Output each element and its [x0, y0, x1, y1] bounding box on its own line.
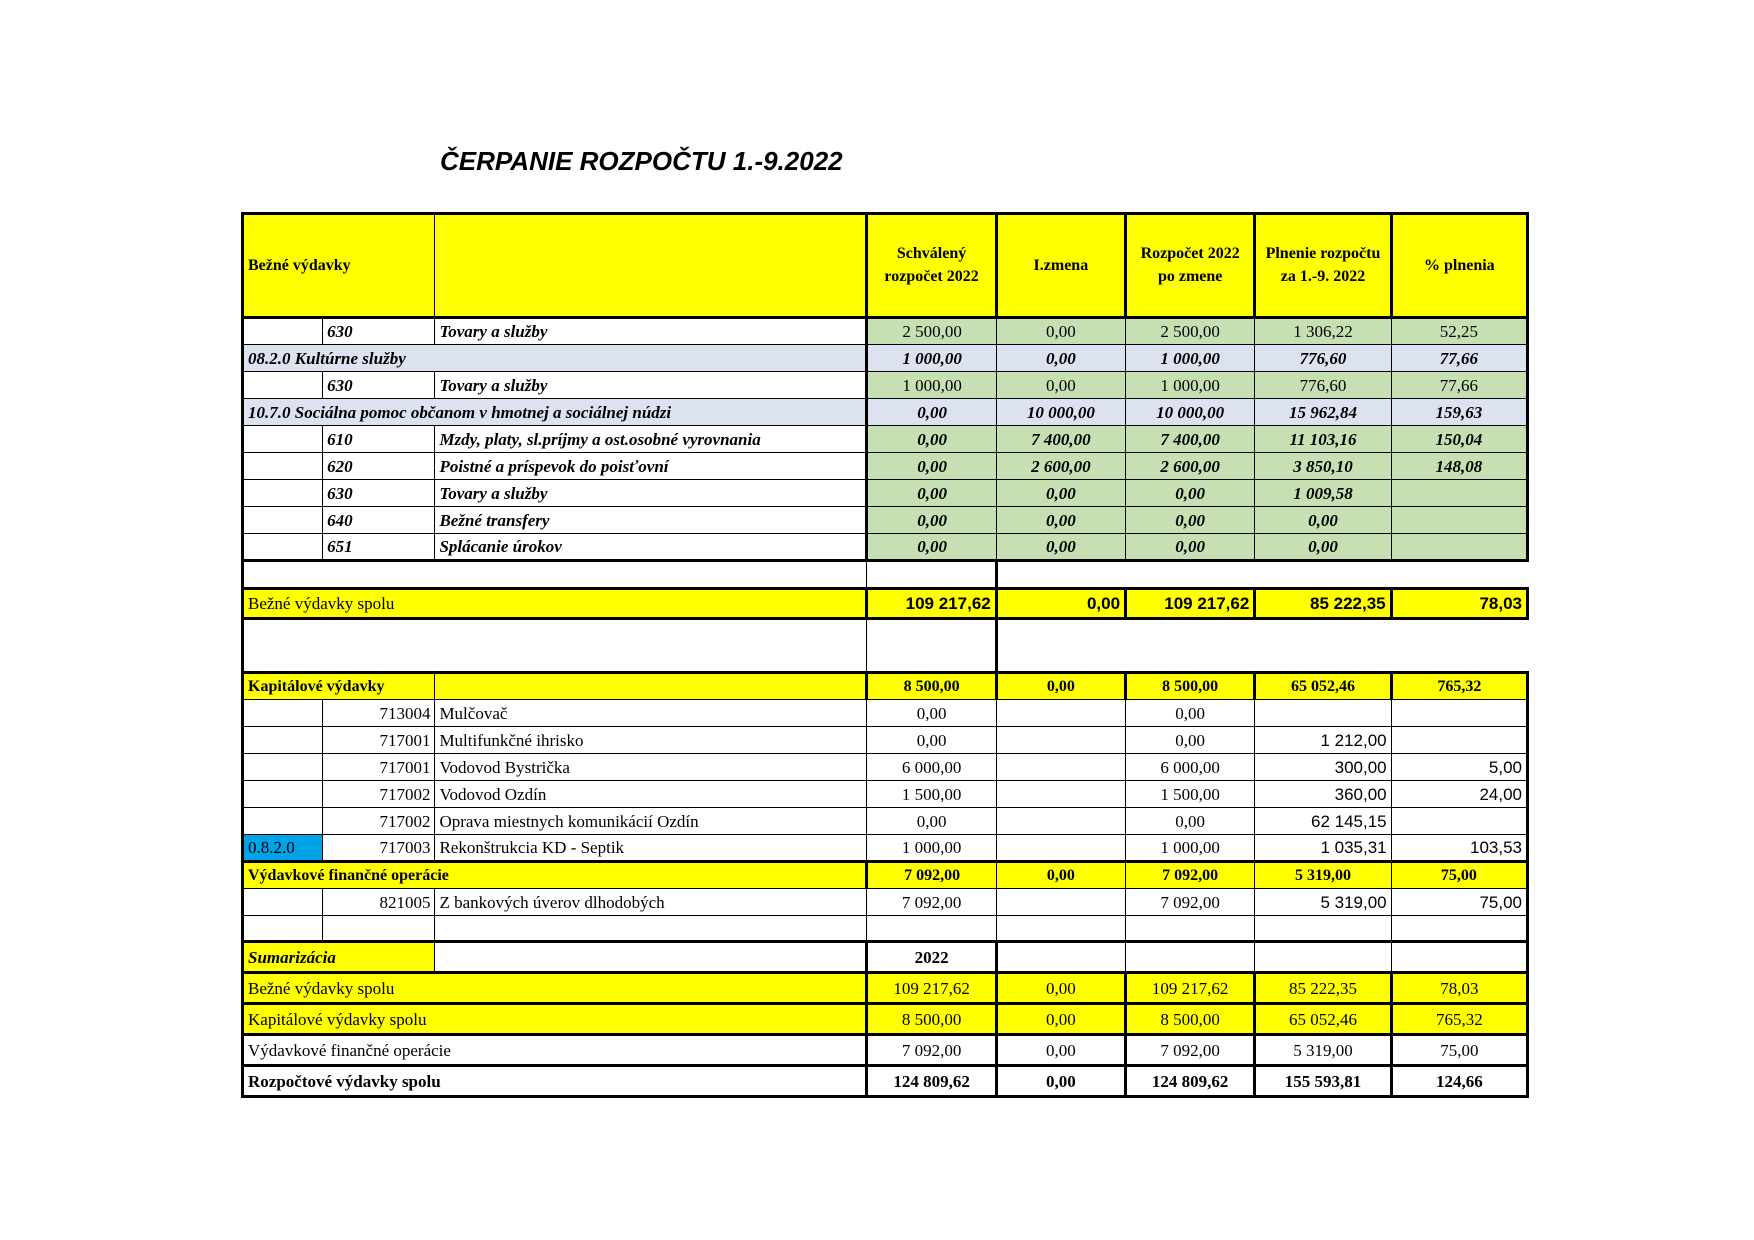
row-name: Tovary a služby [435, 372, 867, 399]
capital-header-row [243, 673, 1528, 700]
row-value: 5 319,00 [1255, 889, 1391, 916]
row-value: 0,00 [996, 372, 1125, 399]
table-row [243, 372, 1528, 399]
row-code: 630 [323, 372, 435, 399]
row-code: 717002 [323, 808, 435, 835]
group-value: 1 000,00 [867, 345, 996, 372]
table-row [243, 781, 1528, 808]
row-value: 0,00 [867, 480, 996, 507]
table-row [243, 426, 1528, 453]
row-value: 0,00 [1126, 534, 1255, 561]
summary-value: 765,32 [1391, 1004, 1527, 1035]
row-name: Poistné a príspevok do poisťovní [435, 453, 867, 480]
row-value: 7 400,00 [996, 426, 1125, 453]
group-value: 77,66 [1391, 345, 1527, 372]
group-value: 10 000,00 [1126, 399, 1255, 426]
summary-value: 124 809,62 [1126, 1066, 1255, 1097]
header-first-change: I.zmena [996, 214, 1125, 318]
row-code: 717002 [323, 781, 435, 808]
row-func [243, 781, 323, 808]
row-code: 630 [323, 480, 435, 507]
group-row [243, 345, 1528, 372]
total-value: 0,00 [996, 589, 1125, 619]
summary-value: 8 500,00 [1126, 1004, 1255, 1035]
budget-table [241, 212, 1529, 1098]
row-func [243, 700, 323, 727]
group-value: 0,00 [867, 399, 996, 426]
row-value: 150,04 [1391, 426, 1527, 453]
spacer-row [243, 561, 1528, 589]
row-value [1391, 808, 1527, 835]
row-value: 0,00 [1255, 507, 1391, 534]
row-value: 1 009,58 [1255, 480, 1391, 507]
row-value: 6 000,00 [867, 754, 996, 781]
financial-label: Výdavkové finančné operácie [243, 862, 867, 889]
summary-value: 124,66 [1391, 1066, 1527, 1097]
group-value: 776,60 [1255, 345, 1391, 372]
financial-value: 75,00 [1391, 862, 1527, 889]
row-value: 0,00 [996, 534, 1125, 561]
header-approved-budget: Schválený rozpočet 2022 [867, 214, 996, 318]
table-row [243, 507, 1528, 534]
row-code: 630 [323, 318, 435, 345]
summary-value: 0,00 [996, 1066, 1125, 1097]
row-value: 7 092,00 [867, 889, 996, 916]
row-value: 0,00 [1255, 534, 1391, 561]
row-value: 360,00 [1255, 781, 1391, 808]
group-value: 10 000,00 [996, 399, 1125, 426]
header-budget-after-change: Rozpočet 2022 po zmene [1126, 214, 1255, 318]
row-value: 0,00 [1126, 808, 1255, 835]
row-name: Rekonštrukcia KD - Septik [435, 835, 867, 862]
summary-value: 109 217,62 [867, 973, 996, 1004]
table-row [243, 835, 1528, 862]
financial-value: 5 319,00 [1255, 862, 1391, 889]
summary-value: 5 319,00 [1255, 1035, 1391, 1066]
spacer-row [243, 619, 1528, 673]
row-value: 2 600,00 [996, 453, 1125, 480]
financial-value: 7 092,00 [867, 862, 996, 889]
row-value: 1 500,00 [1126, 781, 1255, 808]
summary-value: 75,00 [1391, 1035, 1527, 1066]
row-value: 7 400,00 [1126, 426, 1255, 453]
total-value: 78,03 [1391, 589, 1527, 619]
summary-row [243, 973, 1528, 1004]
capital-value: 8 500,00 [1126, 673, 1255, 700]
group-value: 15 962,84 [1255, 399, 1391, 426]
row-value: 0,00 [867, 808, 996, 835]
row-name: Multifunkčné ihrisko [435, 727, 867, 754]
row-name: Mulčovač [435, 700, 867, 727]
row-value: 1 212,00 [1255, 727, 1391, 754]
group-name: 10.7.0 Sociálna pomoc občanom v hmotnej a sociálnej núdzi [243, 399, 867, 426]
current-total-label: Bežné výdavky spolu [243, 589, 867, 619]
table-row [243, 808, 1528, 835]
row-value: 1 306,22 [1255, 318, 1391, 345]
row-value: 103,53 [1391, 835, 1527, 862]
group-value: 0,00 [996, 345, 1125, 372]
summary-year: 2022 [867, 942, 996, 973]
row-value: 1 035,31 [1255, 835, 1391, 862]
total-value: 109 217,62 [1126, 589, 1255, 619]
row-value: 75,00 [1391, 889, 1527, 916]
row-value: 1 000,00 [867, 372, 996, 399]
financial-value: 0,00 [996, 862, 1125, 889]
row-name: Z bankových úverov dlhodobých [435, 889, 867, 916]
row-value: 6 000,00 [1126, 754, 1255, 781]
summary-value: 0,00 [996, 973, 1125, 1004]
summary-row [243, 1035, 1528, 1066]
total-value: 85 222,35 [1255, 589, 1391, 619]
row-code: 717003 [323, 835, 435, 862]
table-row [243, 453, 1528, 480]
row-value [1391, 480, 1527, 507]
row-value: 0,00 [867, 700, 996, 727]
table-row [243, 727, 1528, 754]
summary-row-label: Výdavkové finančné operácie [243, 1035, 867, 1066]
summary-header-row [243, 942, 1528, 973]
row-code: 713004 [323, 700, 435, 727]
capital-value: 8 500,00 [867, 673, 996, 700]
total-value: 109 217,62 [867, 589, 996, 619]
row-value: 5,00 [1391, 754, 1527, 781]
row-value [1391, 507, 1527, 534]
financial-value: 7 092,00 [1126, 862, 1255, 889]
row-code: 610 [323, 426, 435, 453]
summary-value: 109 217,62 [1126, 973, 1255, 1004]
row-value: 0,00 [867, 534, 996, 561]
summary-label: Sumarizácia [243, 942, 435, 973]
row-value: 300,00 [1255, 754, 1391, 781]
row-code: 717001 [323, 754, 435, 781]
row-value: 77,66 [1391, 372, 1527, 399]
row-value: 11 103,16 [1255, 426, 1391, 453]
header-fulfillment: Plnenie rozpočtu za 1.-9. 2022 [1255, 214, 1391, 318]
financial-header-row [243, 862, 1528, 889]
row-value: 62 145,15 [1255, 808, 1391, 835]
row-func [243, 808, 323, 835]
row-name: Tovary a služby [435, 480, 867, 507]
summary-row-label: Rozpočtové výdavky spolu [243, 1066, 867, 1097]
current-total-row [243, 589, 1528, 619]
row-value: 0,00 [1126, 507, 1255, 534]
summary-value: 78,03 [1391, 973, 1527, 1004]
row-value: 0,00 [867, 727, 996, 754]
row-code: 620 [323, 453, 435, 480]
row-name: Mzdy, platy, sl.príjmy a ost.osobné vyrovnania [435, 426, 867, 453]
row-value: 776,60 [1255, 372, 1391, 399]
row-value: 0,00 [996, 318, 1125, 345]
summary-total-row [243, 1066, 1528, 1097]
summary-value: 155 593,81 [1255, 1066, 1391, 1097]
header-row [243, 214, 1528, 318]
row-func: 0.8.2.0 [243, 835, 323, 862]
capital-value: 0,00 [996, 673, 1125, 700]
row-value: 52,25 [1391, 318, 1527, 345]
row-code: 717001 [323, 727, 435, 754]
row-value [1255, 700, 1391, 727]
table-row [243, 700, 1528, 727]
summary-row [243, 1004, 1528, 1035]
row-value: 0,00 [996, 507, 1125, 534]
row-value: 0,00 [1126, 480, 1255, 507]
row-value: 1 000,00 [1126, 372, 1255, 399]
row-value: 1 000,00 [867, 835, 996, 862]
summary-value: 85 222,35 [1255, 973, 1391, 1004]
row-value: 0,00 [1126, 727, 1255, 754]
row-name: Bežné transfery [435, 507, 867, 534]
summary-value: 0,00 [996, 1035, 1125, 1066]
row-value [1391, 534, 1527, 561]
group-value: 1 000,00 [1126, 345, 1255, 372]
summary-value: 0,00 [996, 1004, 1125, 1035]
row-value: 3 850,10 [1255, 453, 1391, 480]
row-name: Vodovod Ozdín [435, 781, 867, 808]
row-name: Oprava miestnych komunikácií Ozdín [435, 808, 867, 835]
row-value: 1 500,00 [867, 781, 996, 808]
row-value: 148,08 [1391, 453, 1527, 480]
summary-value: 8 500,00 [867, 1004, 996, 1035]
row-value: 2 500,00 [867, 318, 996, 345]
row-code: 821005 [323, 889, 435, 916]
capital-value: 765,32 [1391, 673, 1527, 700]
row-value: 0,00 [867, 453, 996, 480]
header-percent: % plnenia [1391, 214, 1527, 318]
row-func [243, 754, 323, 781]
row-value: 2 600,00 [1126, 453, 1255, 480]
row-name: Vodovod Bystrička [435, 754, 867, 781]
row-code: 651 [323, 534, 435, 561]
summary-row-label: Bežné výdavky spolu [243, 973, 867, 1004]
summary-value: 7 092,00 [1126, 1035, 1255, 1066]
row-value: 2 500,00 [1126, 318, 1255, 345]
summary-value: 65 052,46 [1255, 1004, 1391, 1035]
table-row [243, 754, 1528, 781]
row-value [1391, 727, 1527, 754]
row-code: 640 [323, 507, 435, 534]
row-func [243, 727, 323, 754]
table-row [243, 889, 1528, 916]
table-row [243, 480, 1528, 507]
summary-row-label: Kapitálové výdavky spolu [243, 1004, 867, 1035]
row-value: 7 092,00 [1126, 889, 1255, 916]
header-section-label: Bežné výdavky [243, 214, 435, 318]
row-value: 0,00 [867, 426, 996, 453]
row-value: 0,00 [1126, 700, 1255, 727]
spacer-row [243, 916, 1528, 942]
capital-value: 65 052,46 [1255, 673, 1391, 700]
row-name: Tovary a služby [435, 318, 867, 345]
row-value: 0,00 [996, 480, 1125, 507]
group-row [243, 399, 1528, 426]
capital-label: Kapitálové výdavky [243, 673, 435, 700]
table-row [243, 534, 1528, 561]
group-value: 159,63 [1391, 399, 1527, 426]
header-blank [435, 214, 867, 318]
summary-value: 7 092,00 [867, 1035, 996, 1066]
table-row [243, 318, 1528, 345]
row-name: Splácanie úrokov [435, 534, 867, 561]
row-value [1391, 700, 1527, 727]
summary-value: 124 809,62 [867, 1066, 996, 1097]
group-name: 08.2.0 Kultúrne služby [243, 345, 867, 372]
row-value: 0,00 [867, 507, 996, 534]
row-value: 1 000,00 [1126, 835, 1255, 862]
row-value: 24,00 [1391, 781, 1527, 808]
page-title: ČERPANIE ROZPOČTU 1.-9.2022 [440, 146, 843, 176]
